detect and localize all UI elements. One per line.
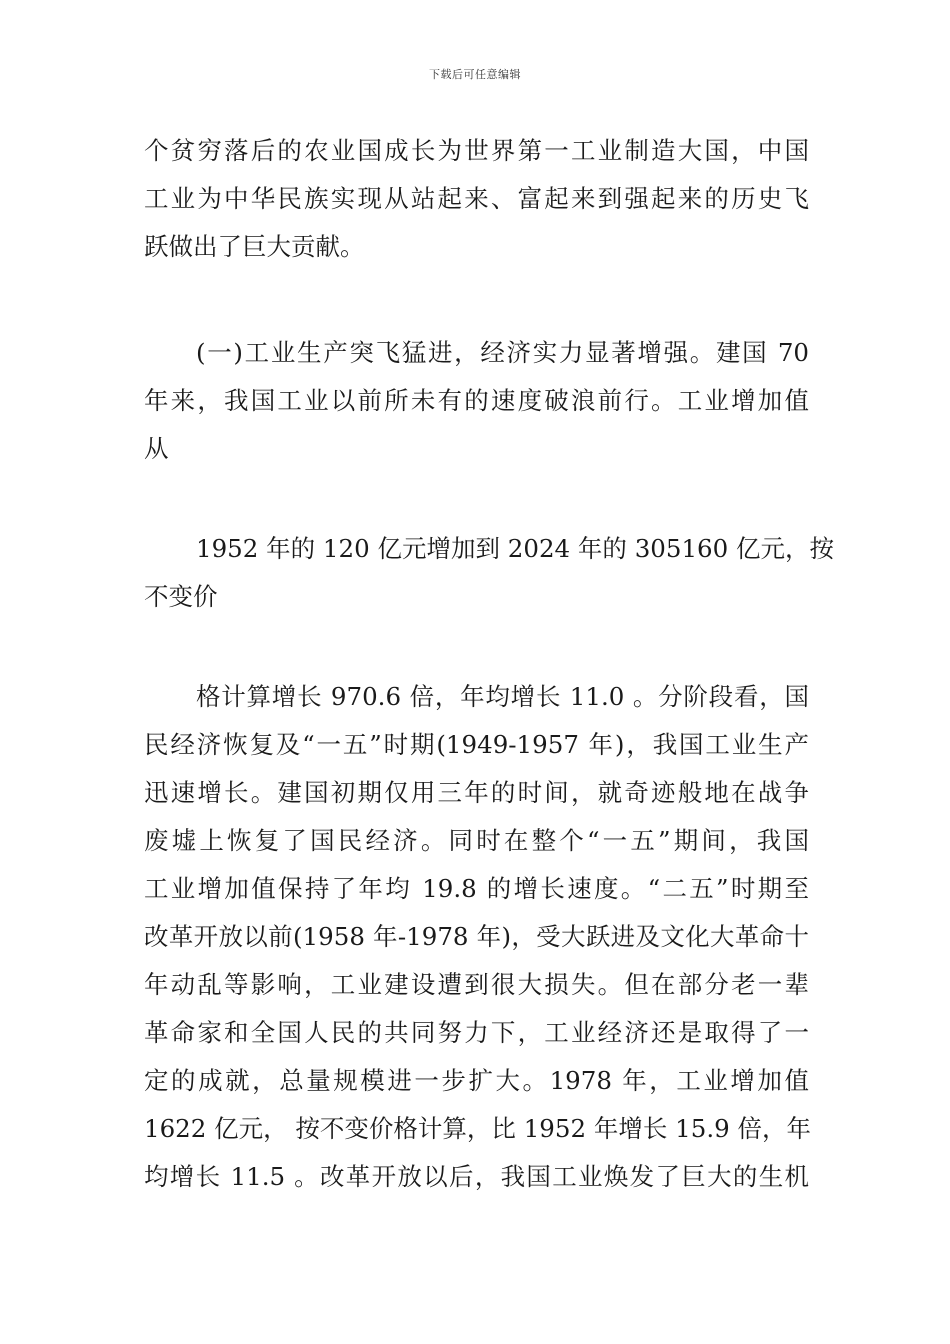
paragraph-4-line-10: 1622 亿元， 按不变价格计算，比 1952 年增长 15.9 倍，年 (144, 1114, 811, 1143)
paragraph-2-line-2: 年来，我国工业以前所未有的速度破浪前行。工业增加值 (144, 386, 809, 415)
page-header: 下载后可任意编辑 (429, 68, 521, 81)
paragraph-4-line-5: 工业增加值保持了年均 19.8 的增长速度。“二五”时期至 (144, 874, 809, 903)
paragraph-1-line-2: 工业为中华民族实现从站起来、富起来到强起来的历史飞 (144, 184, 809, 213)
paragraph-4-line-1: 格计算增长 970.6 倍，年均增长 11.0 。分阶段看，国 (196, 682, 809, 711)
paragraph-4-line-3: 迅速增长。建国初期仅用三年的时间，就奇迹般地在战争 (144, 778, 809, 807)
paragraph-4-line-4: 废墟上恢复了国民经济。同时在整个“一五”期间，我国 (144, 826, 809, 855)
paragraph-4-line-7: 年动乱等影响，工业建设遭到很大损失。但在部分老一辈 (144, 970, 809, 999)
paragraph-4-line-11: 均增长 11.5 。改革开放以后，我国工业焕发了巨大的生机 (144, 1162, 809, 1191)
paragraph-4-line-8: 革命家和全国人民的共同努力下，工业经济还是取得了一 (144, 1018, 809, 1047)
paragraph-2-line-3: 从 (144, 434, 169, 463)
paragraph-3-line-2: 不变价 (144, 582, 218, 611)
paragraph-4-line-6: 改革开放以前(1958 年-1978 年)，受大跃进及文化大革命十 (144, 922, 809, 951)
paragraph-1-line-3: 跃做出了巨大贡献。 (144, 232, 365, 261)
paragraph-1-line-1: 个贫穷落后的农业国成长为世界第一工业制造大国，中国 (144, 136, 809, 165)
paragraph-4-line-9: 定的成就，总量规模进一步扩大。1978 年，工业增加值 (144, 1066, 809, 1095)
paragraph-3-line-1: 1952 年的 120 亿元增加到 2024 年的 305160 亿元，按 (196, 534, 835, 563)
paragraph-2-line-1: (一)工业生产突飞猛进，经济实力显著增强。建国 70 (196, 338, 809, 367)
paragraph-4-line-2: 民经济恢复及“一五”时期(1949-1957 年)，我国工业生产 (144, 730, 809, 759)
